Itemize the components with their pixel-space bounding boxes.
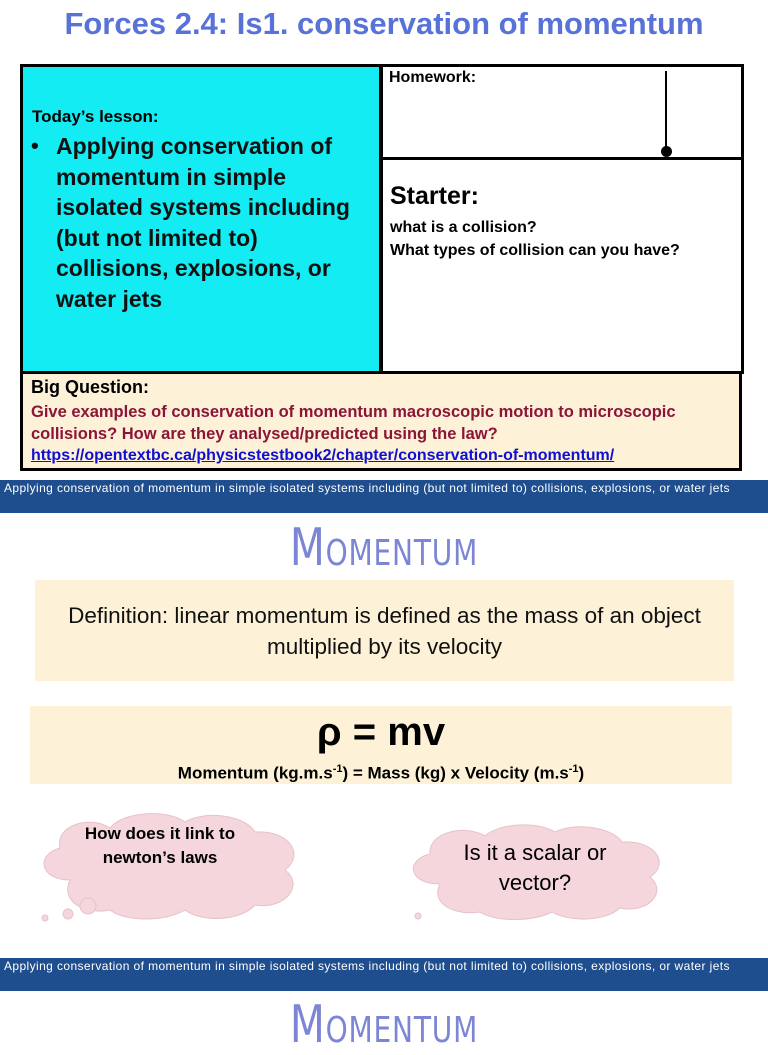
units-exponent-1: -1 [332, 763, 343, 775]
thought-cloud-left [30, 810, 310, 925]
objective-banner: Applying conservation of momentum in simple isolated systems including (but not limited to) collisions, explosions, or water jets [0, 480, 768, 513]
units-text-1: Momentum (kg.m.s [177, 763, 333, 783]
units-text-3: ) [578, 763, 585, 783]
momentum-heading-2: Momentum [289, 995, 479, 1055]
big-question-heading: Big Question: [31, 377, 149, 397]
cloud-right-text: Is it a scalar or vector? [463, 840, 607, 895]
definition-text: Definition: linear momentum is defined as the mass of an object multiplied by its velocity [68, 602, 701, 659]
todays-lesson-heading: Today’s lesson: [32, 107, 159, 126]
units-exponent-2: -1 [568, 763, 579, 775]
page-title: Forces 2.4: Is1. conservation of momentum [64, 6, 704, 41]
formula-units [30, 763, 732, 784]
formula-box [30, 706, 732, 784]
thought-cloud-right [400, 822, 672, 922]
lesson-objective-item: • Applying conservation of momentum in simple isolated systems including (but not limited to) collisions, explosions, or water jets [29, 131, 374, 314]
definition-box [35, 580, 734, 681]
momentum-heading: Momentum [289, 518, 479, 578]
lesson-objectives-list [29, 131, 374, 314]
starter-panel [380, 157, 744, 374]
pendulum-string [665, 71, 667, 150]
reference-link[interactable]: https://opentextbc.ca/physicstestbook2/chapter/conservation-of-momentum/ [31, 447, 615, 464]
starter-question-1: what is a collision? [390, 219, 537, 236]
momentum-formula: ρ = mv [316, 710, 446, 754]
todays-lesson-panel [20, 64, 382, 374]
homework-panel [380, 64, 744, 161]
pendulum-bob-icon [661, 146, 672, 157]
objective-banner-2: Applying conservation of momentum in simple isolated systems including (but not limited to) collisions, explosions, or water jets [0, 958, 768, 991]
big-question-panel [20, 371, 742, 471]
big-question-text: Give examples of conservation of momentum macroscopic motion to microscopic collisions? How are they analysed/predicted using the law? [31, 403, 676, 443]
starter-heading: Starter: [390, 182, 479, 210]
cloud-left-text: How does it link to newton’s laws [84, 824, 236, 867]
starter-question-2: What types of collision can you have? [390, 242, 680, 259]
units-text-2: ) = Mass (kg) x Velocity (m.s [342, 763, 569, 783]
homework-label: Homework: [389, 69, 477, 86]
